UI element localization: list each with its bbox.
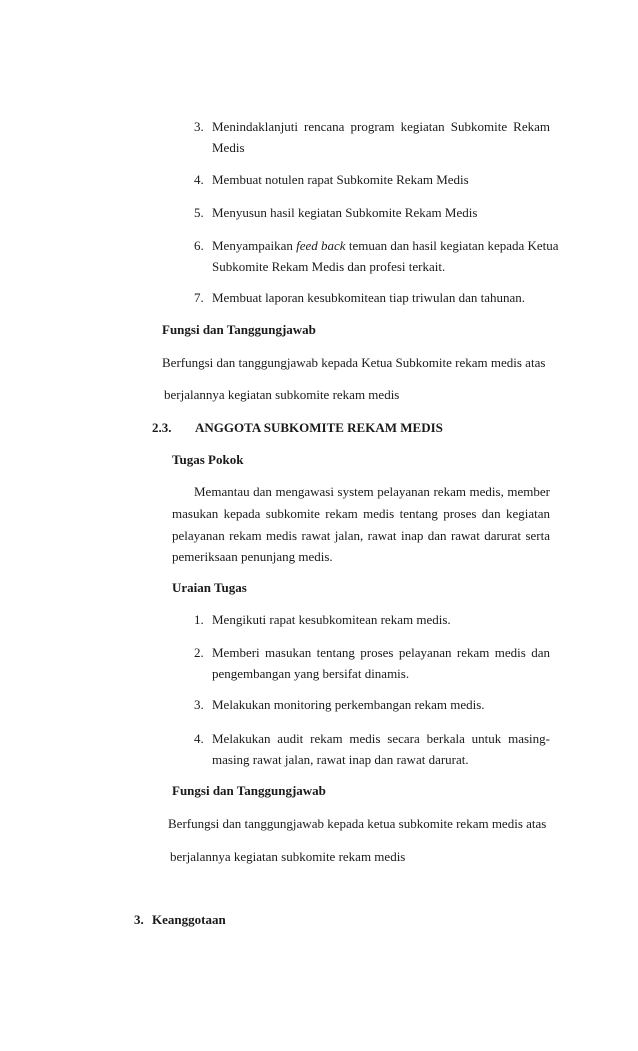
paragraph-line: berjalannya kegiatan subkomite rekam medis [164,387,400,402]
list-item-text: Membuat notulen rapat Subkomite Rekam Medis [212,172,469,187]
subheading: Tugas Pokok [172,452,244,467]
subheading: Fungsi dan Tanggungjawab [162,322,316,337]
list-item-text: masing rawat jalan, rawat inap dan rawat darurat. [212,752,469,767]
list-item-text: Melakukan monitoring perkembangan rekam medis. [212,697,485,712]
list-number: 2. [194,645,204,660]
list-item-text: Medis [212,140,245,155]
paragraph-line: Berfungsi dan tanggungjawab kepada ketua subkomite rekam medis atas [168,816,547,831]
subheading: Uraian Tugas [172,580,247,595]
list-number: 4. [194,731,204,746]
paragraph-line: berjalannya kegiatan subkomite rekam medis [170,849,406,864]
list-item-text: Menyampaikan feed back temuan dan hasil kegiatan kepada Ketua [212,238,559,253]
paragraph-line: pemeriksaan penunjang medis. [172,549,333,564]
paragraph-line: Memantau dan mengawasi system pelayanan rekam medis, member [194,484,550,499]
list-item-text: Menyusun hasil kegiatan Subkomite Rekam Medis [212,205,478,220]
list-number: 5. [194,205,204,220]
list-number: 7. [194,290,204,305]
subheading: Fungsi dan Tanggungjawab [172,783,326,798]
section-title: Keanggotaan [152,912,226,927]
paragraph-line: Berfungsi dan tanggungjawab kepada Ketua Subkomite rekam medis atas [162,355,546,370]
list-number: 3. [194,119,204,134]
list-item-text: Subkomite Rekam Medis dan profesi terkait. [212,259,446,274]
emphasis-text: feed back [296,238,346,253]
list-number: 1. [194,612,204,627]
section-number: 2.3. [152,420,172,435]
paragraph-line: masukan kepada subkomite rekam medis tentang proses dan kegiatan [172,506,550,521]
list-number: 4. [194,172,204,187]
paragraph-line: pelayanan rekam medis rawat jalan, rawat inap dan rawat darurat serta [172,528,550,543]
list-number: 3. [194,697,204,712]
list-item-text: Melakukan audit rekam medis secara berkala untuk masing- [212,731,550,746]
list-item-text: Menindaklanjuti rencana program kegiatan Subkomite Rekam [212,119,550,134]
list-item-text: Membuat laporan kesubkomitean tiap triwulan dan tahunan. [212,290,525,305]
list-item-text: Mengikuti rapat kesubkomitean rekam medis. [212,612,451,627]
list-item-text: pengembangan yang bersifat dinamis. [212,666,410,681]
list-item-text: Memberi masukan tentang proses pelayanan rekam medis dan [212,645,550,660]
section-number: 3. [134,912,144,927]
list-number: 6. [194,238,204,253]
section-title: ANGGOTA SUBKOMITE REKAM MEDIS [195,420,443,435]
